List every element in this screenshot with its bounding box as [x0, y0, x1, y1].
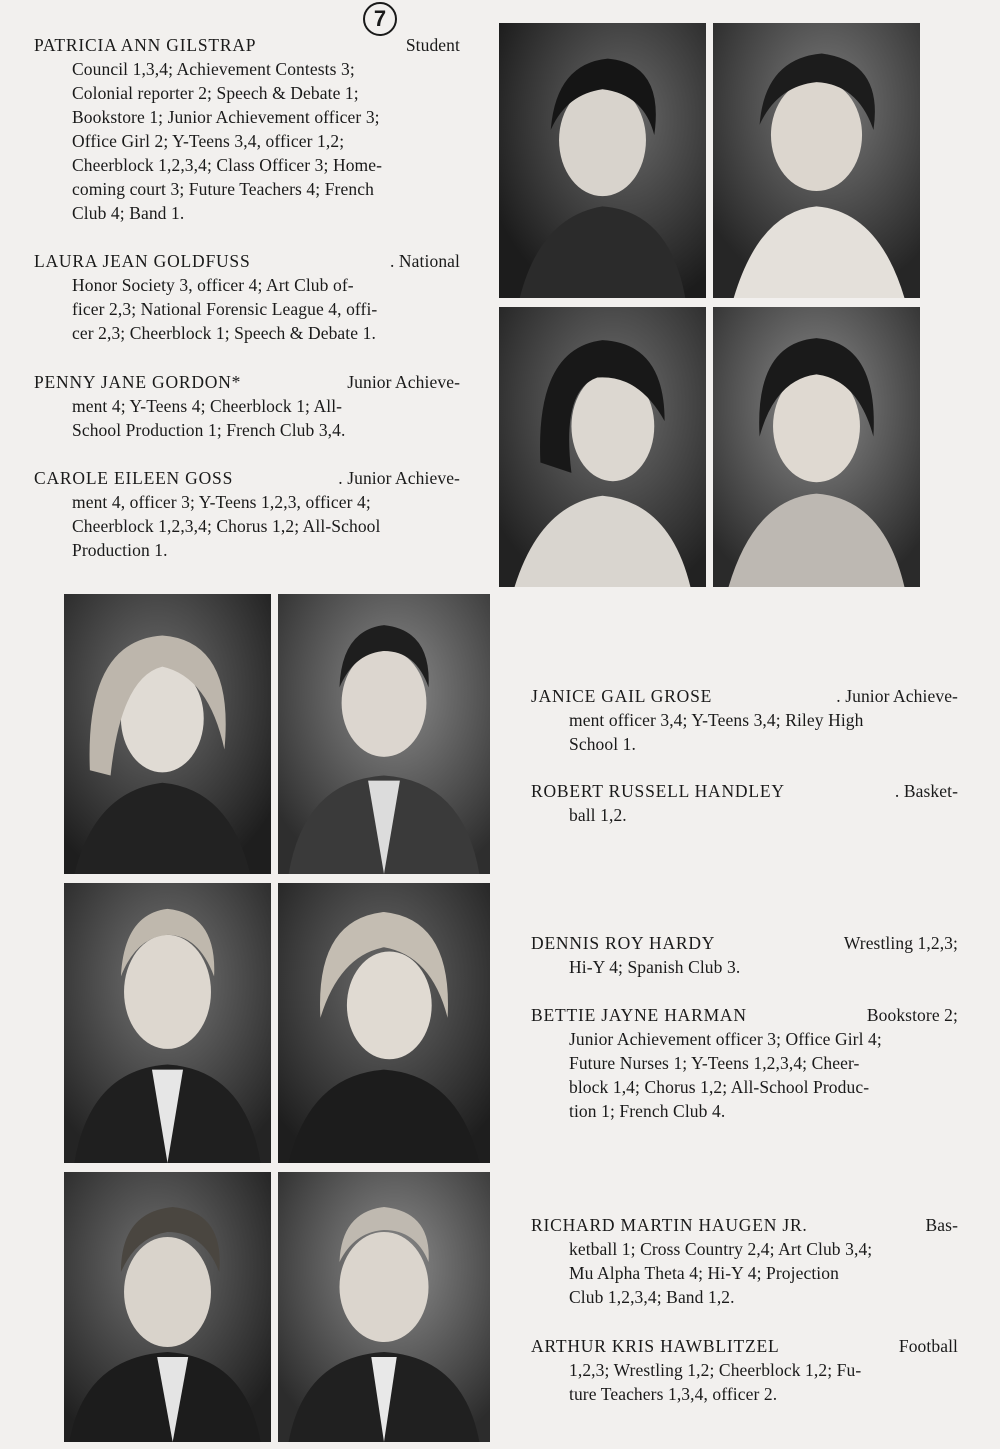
activities-line: Bookstore 1; Junior Achievement officer 3;: [72, 107, 380, 127]
portrait-image: [499, 23, 706, 298]
activities-first: . Junior Achieve-: [338, 468, 460, 488]
student-name: BETTIE JAYNE HARMAN: [531, 1005, 747, 1025]
entry-hardy: [531, 931, 958, 979]
student-name: LAURA JEAN GOLDFUSS: [34, 251, 251, 271]
portrait-photo-gordon: [499, 307, 706, 587]
entry-hawblitzel: [531, 1334, 958, 1406]
portrait-image: [499, 307, 706, 587]
portrait-photo-haugen: [64, 1172, 271, 1442]
activities-line: block 1,4; Chorus 1,2; All-School Produc-: [569, 1077, 870, 1097]
activities-line: Honor Society 3, officer 4; Art Club of-: [72, 275, 354, 295]
activities-line: Council 1,3,4; Achievement Contests 3;: [72, 59, 355, 79]
student-name: DENNIS ROY HARDY: [531, 933, 716, 953]
activities-line: ball 1,2.: [569, 805, 627, 825]
activities-line: Colonial reporter 2; Speech & Debate 1;: [72, 83, 359, 103]
student-name: CAROLE EILEEN GOSS: [34, 468, 234, 488]
activities-line: ment officer 3,4; Y-Teens 3,4; Riley High: [569, 710, 864, 730]
portrait-image: [713, 307, 920, 587]
portrait-photo-handley: [278, 594, 490, 874]
activities-first: Bookstore 2;: [866, 1005, 958, 1025]
activities-line: ture Teachers 1,3,4, officer 2.: [569, 1384, 778, 1404]
activities-line: ment 4; Y-Teens 4; Cheerblock 1; All-: [72, 396, 343, 416]
portrait-photo-grose: [64, 594, 271, 874]
portrait-photo-hardy: [64, 883, 271, 1163]
entry-gordon: [34, 370, 460, 442]
activities-line: Office Girl 2; Y-Teens 3,4, officer 1,2;: [72, 131, 345, 151]
activities-first: . Basket-: [894, 781, 958, 801]
activities-line: Junior Achievement officer 3; Office Girl 4;: [569, 1029, 882, 1049]
student-name: PENNY JANE GORDON*: [34, 372, 242, 392]
student-name: PATRICIA ANN GILSTRAP: [34, 35, 257, 55]
portrait-image: [278, 883, 490, 1163]
portrait-image: [64, 594, 271, 874]
entry-grose: [531, 684, 958, 756]
activities-line: School Production 1; French Club 3,4.: [72, 420, 346, 440]
activities-first: Football: [898, 1336, 958, 1356]
entry-goldfuss: [34, 249, 460, 345]
activities-line: Cheerblock 1,2,3,4; Class Officer 3; Home-: [72, 155, 383, 175]
portrait-photo-harman: [278, 883, 490, 1163]
portrait-image: [278, 594, 490, 874]
student-name: RICHARD MARTIN HAUGEN JR.: [531, 1215, 808, 1235]
student-name: ROBERT RUSSELL HANDLEY: [531, 781, 785, 801]
portrait-image: [713, 23, 920, 298]
activities-line: 1,2,3; Wrestling 1,2; Cheerblock 1,2; Fu-: [569, 1360, 862, 1380]
portrait-photo-goldfuss: [713, 23, 920, 298]
activities-line: coming court 3; Future Teachers 4; French: [72, 179, 374, 199]
activities-line: Club 4; Band 1.: [72, 203, 185, 223]
portrait-photo-hawblitzel: [278, 1172, 490, 1442]
activities-line: Future Nurses 1; Y-Teens 1,2,3,4; Cheer-: [569, 1053, 860, 1073]
activities-line: ketball 1; Cross Country 2,4; Art Club 3,4;: [569, 1239, 873, 1259]
activities-line: ment 4, officer 3; Y-Teens 1,2,3, officer 4;: [72, 492, 371, 512]
activities-first: . Junior Achieve-: [836, 686, 958, 706]
entry-harman: [531, 1003, 958, 1123]
activities-first: . National: [389, 251, 460, 271]
activities-line: ficer 2,3; National Forensic League 4, offi-: [72, 299, 378, 319]
activities-line: cer 2,3; Cheerblock 1; Speech & Debate 1.: [72, 323, 376, 343]
activities-first: Student: [405, 35, 460, 55]
page-number: 7: [363, 2, 397, 36]
portrait-photo-gilstrap: [499, 23, 706, 298]
activities-line: Club 1,2,3,4; Band 1,2.: [569, 1287, 735, 1307]
entry-handley: [531, 779, 958, 827]
activities-line: Mu Alpha Theta 4; Hi-Y 4; Projection: [569, 1263, 839, 1283]
entry-goss: [34, 466, 460, 562]
activities-line: School 1.: [569, 734, 637, 754]
activities-first: Junior Achieve-: [347, 372, 460, 392]
portrait-photo-goss: [713, 307, 920, 587]
activities-line: Hi-Y 4; Spanish Club 3.: [569, 957, 741, 977]
entry-gilstrap: [34, 33, 460, 225]
student-name: JANICE GAIL GROSE: [531, 686, 713, 706]
activities-first: Wrestling 1,2,3;: [843, 933, 958, 953]
portrait-image: [278, 1172, 490, 1442]
portrait-image: [64, 883, 271, 1163]
activities-line: tion 1; French Club 4.: [569, 1101, 726, 1121]
student-name: ARTHUR KRIS HAWBLITZEL: [531, 1336, 780, 1356]
activities-line: Cheerblock 1,2,3,4; Chorus 1,2; All-School: [72, 516, 381, 536]
entry-haugen: [531, 1213, 958, 1309]
activities-first: Bas-: [925, 1215, 958, 1235]
activities-line: Production 1.: [72, 540, 168, 560]
portrait-image: [64, 1172, 271, 1442]
